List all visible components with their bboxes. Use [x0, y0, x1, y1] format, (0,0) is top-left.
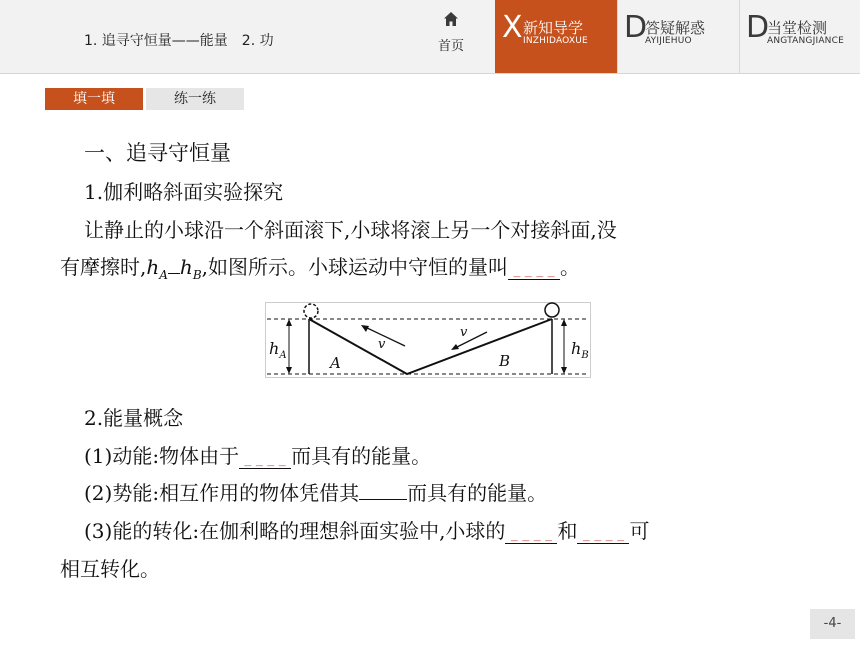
- tab-pinyin: ANGTANGJIANCE: [767, 36, 844, 46]
- blank-marker: _ _ _ _: [513, 262, 555, 278]
- kinetic-energy-line: [84, 440, 431, 469]
- page-number: -4-: [810, 609, 855, 639]
- incline-diagram: [265, 302, 591, 378]
- subtab-fill-in[interactable]: 填一填: [45, 88, 143, 110]
- home-button[interactable]: [428, 8, 474, 58]
- tab-xinzhi-daoxue[interactable]: [495, 0, 617, 73]
- lesson-title: 1. 追寻守恒量——能量 2. 功: [84, 33, 274, 49]
- blank-conserved-quantity[interactable]: [508, 258, 560, 280]
- item2-title: 2.能量概念: [84, 406, 184, 430]
- velocity-label-right: v: [460, 325, 468, 340]
- blank-compare[interactable]: [168, 273, 180, 274]
- text-fragment: 和: [557, 519, 578, 543]
- blank-marker: _ _ _ _: [582, 526, 625, 542]
- blank-marker: _ _ _ _: [510, 526, 553, 542]
- tab-dangtang-jiance[interactable]: [739, 0, 860, 73]
- tab-letter: X: [502, 10, 523, 45]
- text-fragment: ,如图所示。小球运动中守恒的量叫: [201, 255, 508, 279]
- sub-a: A: [159, 268, 168, 282]
- slope-a-label: A: [330, 354, 341, 372]
- item1-paragraph-line2: [60, 251, 580, 282]
- energy-conversion-line1: [84, 515, 649, 544]
- sub-b: B: [192, 268, 202, 282]
- tab-label: 新知导学: [523, 19, 584, 37]
- item1-paragraph-line1: 让静止的小球沿一个斜面滚下,小球将滚上另一个对接斜面,没: [84, 218, 617, 242]
- text-fragment: 而具有的能量。: [407, 481, 548, 505]
- blank-conversion-1[interactable]: [505, 522, 557, 544]
- tab-letter: D: [746, 10, 770, 45]
- text-fragment: (3)能的转化:在伽利略的理想斜面实验中,小球的: [84, 519, 506, 543]
- tab-letter: D: [624, 10, 648, 45]
- blank-kinetic[interactable]: [239, 447, 291, 469]
- incline-figure: [265, 302, 591, 382]
- energy-conversion-line2: 相互转化。: [60, 557, 160, 581]
- var-h: h: [179, 255, 193, 279]
- item1-title: 1.伽利略斜面实验探究: [84, 180, 284, 204]
- text-fragment: 有摩擦时,: [60, 255, 147, 279]
- potential-energy-line: [84, 477, 547, 506]
- subtab-practice[interactable]: 练一练: [146, 88, 244, 110]
- var-h: h: [146, 255, 160, 279]
- text-fragment: (1)动能:物体由于: [84, 444, 240, 468]
- text-fragment: 可: [629, 519, 650, 543]
- tab-dayi-jiehuo[interactable]: [617, 0, 739, 73]
- text-fragment: 。: [560, 255, 580, 279]
- tab-pinyin: AYIJIEHUO: [645, 36, 692, 46]
- home-label: 首页: [437, 39, 464, 54]
- tab-pinyin: INZHIDAOXUE: [523, 36, 588, 46]
- blank-conversion-2[interactable]: [577, 522, 629, 544]
- tab-label: 当堂检测: [767, 19, 828, 37]
- velocity-label-left: v: [378, 337, 386, 352]
- label-ha: $h_A$: [269, 339, 287, 361]
- ball-right-icon: [545, 303, 559, 317]
- blank-potential[interactable]: [359, 499, 407, 500]
- text-fragment: (2)势能:相互作用的物体凭借其: [84, 481, 360, 505]
- blank-marker: _ _ _ _: [244, 451, 286, 467]
- label-hb: $h_B$: [571, 339, 589, 361]
- tab-label: 答疑解惑: [645, 19, 706, 37]
- text-fragment: 而具有的能量。: [291, 444, 432, 468]
- top-navigation-bar: [0, 0, 860, 74]
- section-title: 一、追寻守恒量: [84, 141, 231, 165]
- slope-b-label: B: [499, 352, 511, 370]
- home-icon: [443, 11, 459, 27]
